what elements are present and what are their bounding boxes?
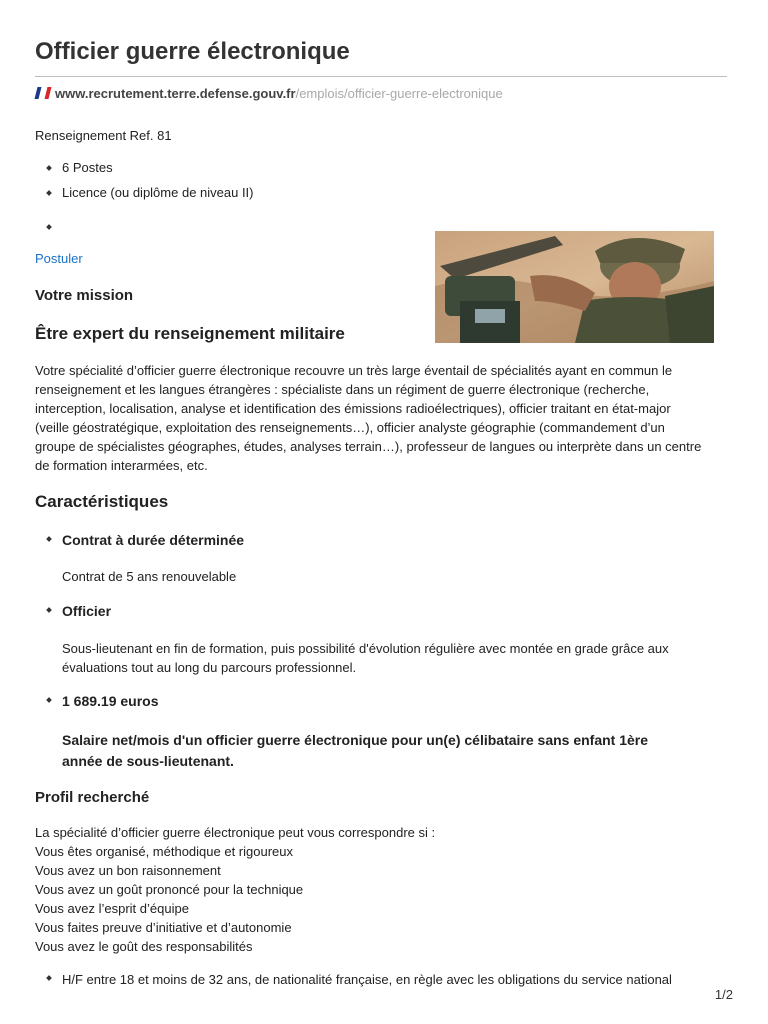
bullet-marker bbox=[45, 973, 55, 983]
characteristic-title: 1 689.19 euros bbox=[62, 693, 159, 709]
page-number: 1/2 bbox=[714, 987, 733, 1002]
paragraph-line: renseignement et les langues étrangères : spécialiste dans un régiment de guerre électronique (recherche, bbox=[35, 382, 650, 397]
apply-link[interactable]: Postuler bbox=[35, 251, 83, 266]
mission-subheading: Être expert du renseignement militaire bbox=[35, 324, 345, 343]
list-item: 6 Postes bbox=[45, 160, 254, 185]
paragraph-line: Votre spécialité d’officier guerre électronique recouvre un très large éventail de spécialités ayant en commun le bbox=[35, 363, 673, 378]
title-divider bbox=[35, 76, 727, 77]
description-line: évaluations tout au long du parcours professionnel. bbox=[62, 660, 357, 675]
url-host[interactable]: www.recrutement.terre.defense.gouv.fr bbox=[55, 86, 296, 101]
paragraph-line: (veille géostratégique, exploitation des renseignements…), officier analyste géographie (commandement d’un bbox=[35, 420, 665, 435]
description-line: Contrat de 5 ans renouvelable bbox=[62, 569, 237, 584]
list-item bbox=[45, 219, 254, 244]
paragraph-line: groupe de spécialistes géographes, études, analyses terrain…), professeur de langues ou interprète dans un centre bbox=[35, 439, 702, 454]
paragraph-line: Vous avez l’esprit d’équipe bbox=[35, 901, 189, 916]
bullet-marker bbox=[45, 534, 55, 544]
bullet-marker bbox=[45, 695, 55, 705]
characteristic-description bbox=[62, 567, 722, 586]
characteristic-title: Contrat à durée déterminée bbox=[62, 532, 245, 548]
french-flag-icon bbox=[35, 87, 51, 99]
paragraph-line: Vous êtes organisé, méthodique et rigoureux bbox=[35, 844, 294, 859]
paragraph-line: de formation interarmées, etc. bbox=[35, 458, 208, 473]
paragraph-line: Vous avez le goût des responsabilités bbox=[35, 939, 253, 954]
characteristic-title: Officier bbox=[62, 603, 112, 619]
paragraph-line: interception, localisation, analyse et identification des émissions radioélectriques), officier traitant en état-major bbox=[35, 401, 671, 416]
characteristic-description bbox=[62, 639, 722, 677]
description-line: Salaire net/mois d'un officier guerre électronique pour un(e) célibataire sans enfant 1ère bbox=[62, 732, 649, 748]
description-line: année de sous-lieutenant. bbox=[62, 753, 234, 769]
bullet-marker bbox=[45, 605, 55, 615]
paragraph-line: Vous faites preuve d’initiative et d’autonomie bbox=[35, 920, 292, 935]
list-item: Licence (ou diplôme de niveau II) bbox=[45, 185, 254, 210]
characteristic-description bbox=[62, 730, 722, 772]
paragraph-line: La spécialité d’officier guerre électronique peut vous correspondre si : bbox=[35, 825, 436, 840]
page-title: Officier guerre électronique bbox=[35, 38, 350, 65]
url-path[interactable]: /emplois/officier-guerre-electronique bbox=[295, 86, 503, 101]
mission-paragraph bbox=[35, 361, 735, 475]
profile-heading: Profil recherché bbox=[35, 789, 150, 806]
requirement-item: H/F entre 18 et moins de 32 ans, de nationalité française, en règle avec les obligations du service national bbox=[62, 972, 672, 987]
source-url[interactable] bbox=[35, 86, 503, 101]
soldier-photo bbox=[435, 231, 714, 343]
summary-list bbox=[45, 160, 254, 244]
paragraph-line: Vous avez un goût prononcé pour la technique bbox=[35, 882, 304, 897]
profile-paragraph bbox=[35, 823, 735, 956]
mission-heading: Votre mission bbox=[35, 287, 134, 304]
characteristics-heading: Caractéristiques bbox=[35, 492, 169, 511]
reference-line: Renseignement Ref. 81 bbox=[35, 128, 172, 143]
paragraph-line: Vous avez un bon raisonnement bbox=[35, 863, 221, 878]
description-line: Sous-lieutenant en fin de formation, puis possibilité d'évolution régulière avec montée en grade grâce aux bbox=[62, 641, 669, 656]
